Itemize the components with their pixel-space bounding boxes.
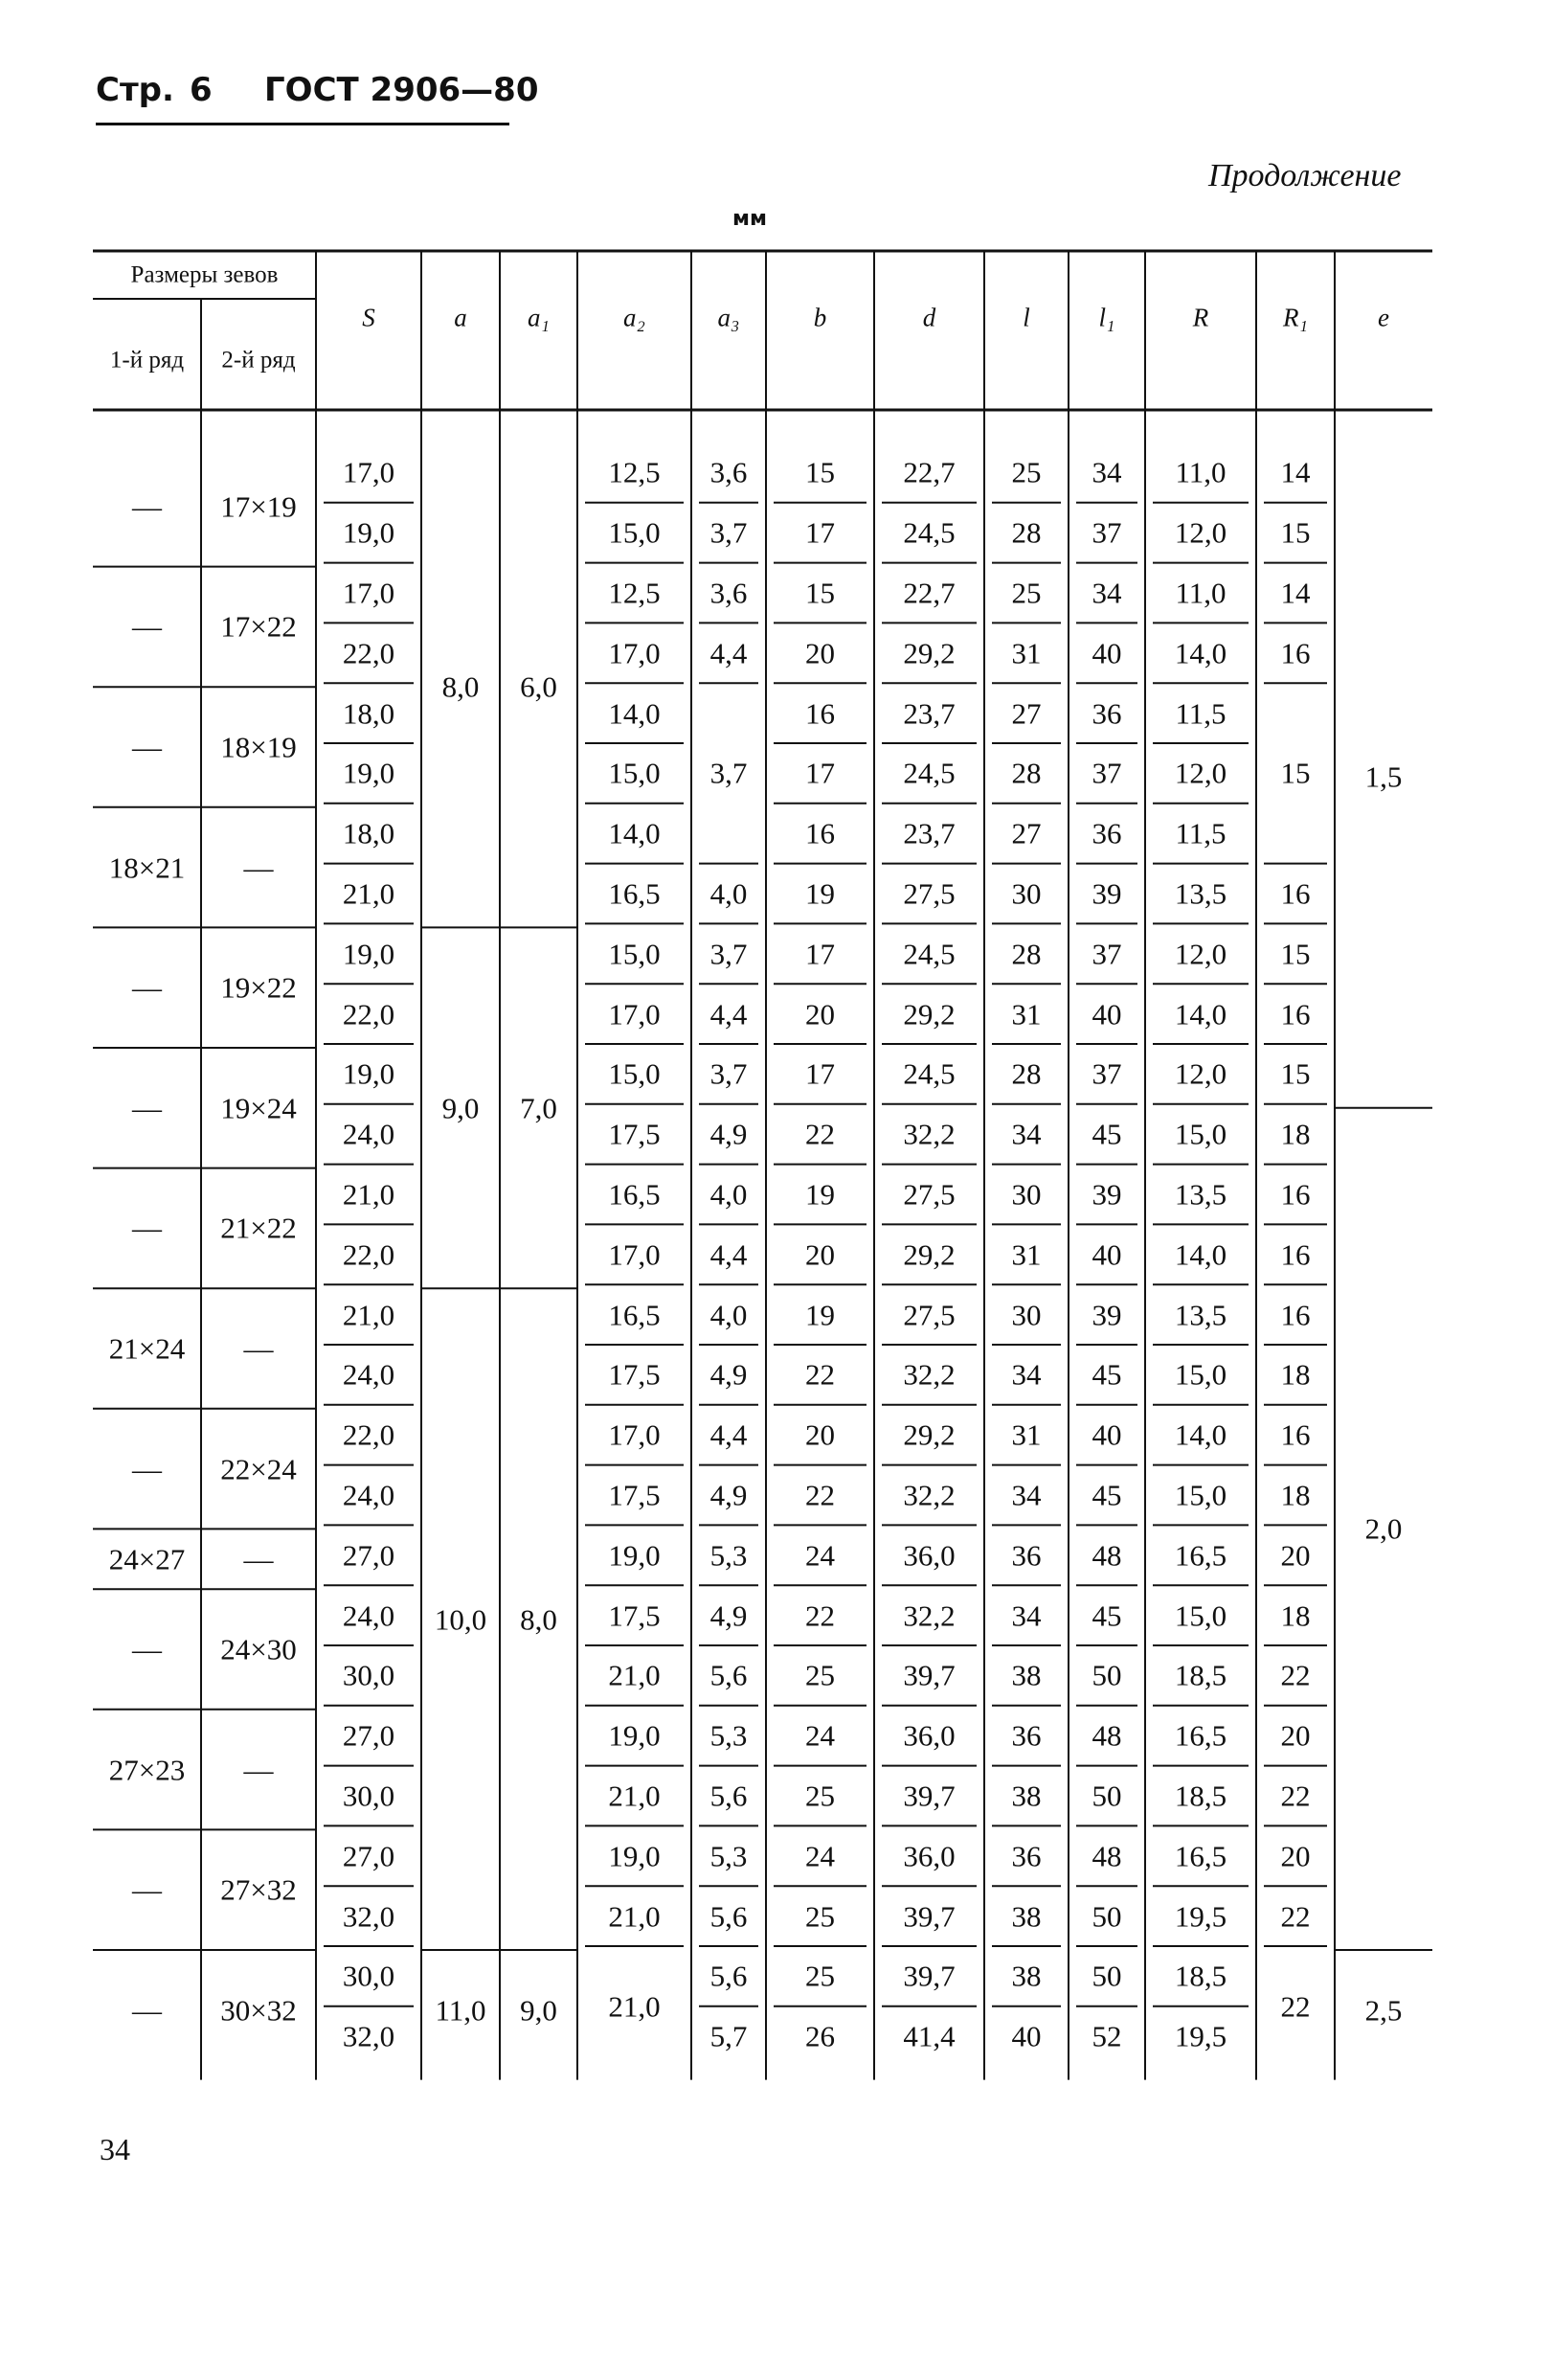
R-cell: 15,0 (1174, 1478, 1227, 1512)
page-number-top: 6 (190, 71, 213, 109)
a1-cell: 8,0 (520, 1602, 557, 1637)
l-cell: 38 (1011, 1959, 1042, 1993)
l1-cell: 36 (1092, 696, 1122, 731)
b-cell: 20 (805, 636, 835, 670)
l1-cell: 40 (1092, 1417, 1122, 1452)
l-cell: 31 (1011, 1417, 1042, 1452)
row1-cell: — (132, 609, 162, 644)
continuation-label: Продолжение (1208, 158, 1402, 193)
header-l: l (1023, 303, 1030, 332)
R1-cell: 14 (1280, 455, 1311, 489)
S-cell: 17,0 (342, 576, 395, 610)
row2-cell: — (243, 1331, 274, 1366)
row2-cell: 30×32 (220, 1993, 297, 2028)
R-cell: 13,5 (1174, 876, 1227, 911)
row1-cell: — (132, 730, 162, 764)
a3-cell: 5,6 (709, 1959, 748, 1993)
R-cell: 18,5 (1174, 1779, 1227, 1813)
l1-cell: 37 (1092, 937, 1122, 971)
a2-cell: 16,5 (608, 1298, 661, 1332)
R-cell: 19,5 (1174, 1899, 1227, 1934)
header-row1: 1-й ряд (109, 347, 185, 374)
S-cell: 32,0 (342, 2019, 395, 2053)
header-b: b (813, 303, 827, 332)
R1-cell: 18 (1280, 1598, 1311, 1633)
R1-cell: 22 (1280, 1779, 1311, 1813)
R1-cell: 15 (1280, 756, 1311, 790)
S-cell: 30,0 (342, 1779, 395, 1813)
l1-cell: 37 (1092, 1056, 1122, 1091)
S-cell: 19,0 (342, 756, 395, 790)
d-cell: 36,0 (903, 1839, 956, 1873)
S-cell: 21,0 (342, 1298, 395, 1332)
row2-cell: 17×19 (220, 489, 297, 524)
a2-cell: 17,0 (608, 1417, 661, 1452)
a2-cell: 14,0 (608, 816, 661, 850)
header-row2: 2-й ряд (221, 347, 296, 374)
R-cell: 16,5 (1174, 1718, 1227, 1753)
a2-cell: 17,0 (608, 1237, 661, 1272)
S-cell: 24,0 (342, 1357, 395, 1392)
b-cell: 25 (805, 1658, 835, 1692)
b-cell: 16 (805, 696, 835, 731)
l1-cell: 50 (1092, 1959, 1122, 1993)
a3-cell: 4,9 (709, 1598, 748, 1633)
S-cell: 22,0 (342, 1237, 395, 1272)
b-cell: 25 (805, 1959, 835, 1993)
a-cell: 8,0 (441, 669, 480, 704)
l1-cell: 34 (1092, 455, 1122, 489)
S-cell: 30,0 (342, 1959, 395, 1993)
l-cell: 27 (1011, 696, 1042, 731)
units-label: мм (732, 207, 767, 231)
b-cell: 22 (805, 1117, 835, 1151)
a2-cell: 21,0 (608, 1899, 661, 1934)
d-cell: 36,0 (903, 1718, 956, 1753)
S-cell: 21,0 (342, 1177, 395, 1212)
d-cell: 39,7 (903, 1658, 956, 1692)
d-cell: 32,2 (903, 1357, 956, 1392)
l-cell: 28 (1011, 937, 1042, 971)
a2-cell: 17,0 (608, 997, 661, 1031)
S-cell: 19,0 (342, 515, 395, 550)
d-cell: 39,7 (903, 1899, 956, 1934)
a3-cell: 3,7 (709, 937, 748, 971)
a2-cell: 19,0 (608, 1538, 661, 1573)
page-label: Стр. (96, 71, 174, 109)
R1-cell: 22 (1280, 1658, 1311, 1692)
header-a: a (454, 303, 467, 332)
R1-cell: 20 (1280, 1538, 1311, 1573)
b-cell: 19 (805, 1298, 835, 1332)
row1-cell: — (132, 970, 162, 1005)
d-cell: 36,0 (903, 1538, 956, 1573)
d-cell: 29,2 (903, 1237, 956, 1272)
l1-cell: 45 (1092, 1357, 1122, 1392)
a3-cell: 4,0 (709, 876, 748, 911)
b-cell: 17 (805, 1056, 835, 1091)
l-cell: 31 (1011, 636, 1042, 670)
R-cell: 16,5 (1174, 1538, 1227, 1573)
R1-cell: 18 (1280, 1117, 1311, 1151)
row2-cell: — (243, 850, 274, 885)
d-cell: 27,5 (903, 1177, 956, 1212)
l-cell: 36 (1011, 1538, 1042, 1573)
l-cell: 36 (1011, 1839, 1042, 1873)
b-cell: 24 (805, 1538, 835, 1573)
l-cell: 27 (1011, 816, 1042, 850)
R1-cell: 14 (1280, 576, 1311, 610)
R-cell: 15,0 (1174, 1357, 1227, 1392)
a2-cell: 12,5 (608, 455, 661, 489)
header-d: d (922, 303, 936, 332)
l1-cell: 50 (1092, 1658, 1122, 1692)
row1-cell: 18×21 (108, 850, 186, 885)
a3-cell: 3,6 (709, 455, 748, 489)
S-cell: 19,0 (342, 937, 395, 971)
b-cell: 24 (805, 1839, 835, 1873)
l1-cell: 52 (1092, 2019, 1122, 2053)
a3-cell: 4,4 (709, 1417, 748, 1452)
d-cell: 24,5 (903, 1056, 956, 1091)
S-cell: 18,0 (342, 696, 395, 731)
S-cell: 22,0 (342, 1417, 395, 1452)
a3-cell: 4,4 (709, 997, 748, 1031)
R1-cell: 16 (1280, 876, 1311, 911)
l1-cell: 48 (1092, 1718, 1122, 1753)
l1-cell: 39 (1092, 1298, 1122, 1332)
row1-cell: — (132, 1091, 162, 1125)
l1-cell: 45 (1092, 1117, 1122, 1151)
l-cell: 36 (1011, 1718, 1042, 1753)
R1-cell: 15 (1280, 515, 1311, 550)
a2-cell: 21,0 (608, 1779, 661, 1813)
R-cell: 15,0 (1174, 1598, 1227, 1633)
S-cell: 24,0 (342, 1117, 395, 1151)
row2-cell: 19×24 (220, 1091, 297, 1125)
d-cell: 23,7 (903, 816, 956, 850)
S-cell: 24,0 (342, 1598, 395, 1633)
l-cell: 25 (1011, 576, 1042, 610)
R-cell: 12,0 (1174, 937, 1227, 971)
R-cell: 19,5 (1174, 2019, 1227, 2053)
R1-cell: 16 (1280, 1417, 1311, 1452)
a2-cell: 17,5 (608, 1598, 661, 1633)
R-cell: 14,0 (1174, 997, 1227, 1031)
b-cell: 26 (805, 2019, 835, 2053)
R1-cell: 20 (1280, 1718, 1311, 1753)
l-cell: 28 (1011, 756, 1042, 790)
a2-cell: 21,0 (608, 1658, 661, 1692)
e-cell: 2,5 (1364, 1993, 1403, 2028)
l-cell: 28 (1011, 1056, 1042, 1091)
row1-cell: — (132, 489, 162, 524)
l1-cell: 36 (1092, 816, 1122, 850)
page-number: 34 (100, 2132, 130, 2166)
header-S: S (362, 303, 375, 332)
a3-cell: 3,6 (709, 576, 748, 610)
R1-cell: 22 (1280, 1899, 1311, 1934)
R1-cell: 20 (1280, 1839, 1311, 1873)
row1-cell: — (132, 1872, 162, 1907)
S-cell: 27,0 (342, 1538, 395, 1573)
S-cell: 17,0 (342, 455, 395, 489)
R-cell: 15,0 (1174, 1117, 1227, 1151)
a2-cell: 16,5 (608, 876, 661, 911)
e-cell: 1,5 (1364, 759, 1403, 794)
b-cell: 22 (805, 1478, 835, 1512)
a2-cell: 19,0 (608, 1718, 661, 1753)
d-cell: 29,2 (903, 1417, 956, 1452)
l-cell: 30 (1011, 1177, 1042, 1212)
b-cell: 17 (805, 756, 835, 790)
a-cell: 9,0 (441, 1091, 480, 1125)
a3-cell: 5,6 (709, 1899, 748, 1934)
R-cell: 14,0 (1174, 1417, 1227, 1452)
b-cell: 16 (805, 816, 835, 850)
a2-cell: 15,0 (608, 937, 661, 971)
l-cell: 34 (1011, 1478, 1042, 1512)
a3-cell: 4,0 (709, 1298, 748, 1332)
R1-cell: 16 (1280, 997, 1311, 1031)
row1-cell: 21×24 (108, 1331, 186, 1366)
R-cell: 11,0 (1175, 455, 1227, 489)
d-cell: 27,5 (903, 1298, 956, 1332)
a2-cell: 15,0 (608, 515, 661, 550)
R1-cell: 16 (1280, 1177, 1311, 1212)
S-cell: 22,0 (342, 997, 395, 1031)
a-cell: 10,0 (434, 1602, 487, 1637)
S-cell: 27,0 (342, 1718, 395, 1753)
a3-cell: 5,3 (709, 1538, 748, 1573)
row2-cell: 19×22 (220, 970, 297, 1005)
a2-cell: 19,0 (608, 1839, 661, 1873)
R-cell: 14,0 (1174, 636, 1227, 670)
header-group: Размеры зевов (130, 261, 279, 288)
l1-cell: 45 (1092, 1478, 1122, 1512)
b-cell: 22 (805, 1598, 835, 1633)
b-cell: 20 (805, 1237, 835, 1272)
d-cell: 39,7 (903, 1779, 956, 1813)
l-cell: 25 (1011, 455, 1042, 489)
l-cell: 34 (1011, 1598, 1042, 1633)
row2-cell: 17×22 (220, 609, 297, 644)
a3-cell: 4,9 (709, 1117, 748, 1151)
a1-cell: 9,0 (520, 1993, 557, 2028)
row2-cell: 27×32 (220, 1872, 297, 1907)
a3-cell: 4,4 (709, 636, 748, 670)
S-cell: 18,0 (342, 816, 395, 850)
l1-cell: 50 (1092, 1779, 1122, 1813)
header-a2: a₂ (623, 303, 645, 332)
header-a1: a₁ (528, 303, 550, 332)
R-cell: 11,5 (1175, 696, 1227, 731)
b-cell: 17 (805, 515, 835, 550)
l-cell: 30 (1011, 876, 1042, 911)
header-R1: R₁ (1283, 303, 1308, 332)
a2-cell: 17,5 (608, 1357, 661, 1392)
S-cell: 22,0 (342, 636, 395, 670)
d-cell: 32,2 (903, 1117, 956, 1151)
R1-cell: 15 (1280, 937, 1311, 971)
R-cell: 12,0 (1174, 756, 1227, 790)
R-cell: 18,5 (1174, 1658, 1227, 1692)
R-cell: 11,0 (1175, 576, 1227, 610)
d-cell: 24,5 (903, 515, 956, 550)
R-cell: 13,5 (1174, 1298, 1227, 1332)
R-cell: 12,0 (1174, 1056, 1227, 1091)
R-cell: 16,5 (1174, 1839, 1227, 1873)
b-cell: 20 (805, 1417, 835, 1452)
b-cell: 15 (805, 455, 835, 489)
l1-cell: 39 (1092, 876, 1122, 911)
a2-cell: 21,0 (608, 1989, 661, 2024)
l-cell: 38 (1011, 1779, 1042, 1813)
l1-cell: 40 (1092, 997, 1122, 1031)
e-cell: 2,0 (1364, 1511, 1403, 1546)
d-cell: 29,2 (903, 997, 956, 1031)
S-cell: 32,0 (342, 1899, 395, 1934)
l1-cell: 45 (1092, 1598, 1122, 1633)
a1-cell: 6,0 (520, 669, 557, 704)
l1-cell: 39 (1092, 1177, 1122, 1212)
a2-cell: 15,0 (608, 756, 661, 790)
l1-cell: 37 (1092, 756, 1122, 790)
R-cell: 14,0 (1174, 1237, 1227, 1272)
R-cell: 12,0 (1174, 515, 1227, 550)
b-cell: 24 (805, 1718, 835, 1753)
b-cell: 25 (805, 1779, 835, 1813)
row2-cell: 24×30 (220, 1632, 297, 1666)
l1-cell: 37 (1092, 515, 1122, 550)
R-cell: 11,5 (1175, 816, 1227, 850)
l1-cell: 48 (1092, 1839, 1122, 1873)
a1-cell: 7,0 (520, 1091, 557, 1125)
a3-cell: 5,3 (709, 1839, 748, 1873)
S-cell: 24,0 (342, 1478, 395, 1512)
d-cell: 39,7 (903, 1959, 956, 1993)
R1-cell: 16 (1280, 636, 1311, 670)
S-cell: 19,0 (342, 1056, 395, 1091)
l-cell: 30 (1011, 1298, 1042, 1332)
row1-cell: — (132, 1632, 162, 1666)
R-cell: 13,5 (1174, 1177, 1227, 1212)
a3-cell: 3,7 (709, 1056, 748, 1091)
row1-cell: — (132, 1993, 162, 2028)
l-cell: 34 (1011, 1117, 1042, 1151)
R1-cell: 15 (1280, 1056, 1311, 1091)
header-a3: a₃ (717, 303, 740, 332)
row2-cell: 18×19 (220, 730, 297, 764)
row1-cell: — (132, 1211, 162, 1245)
d-cell: 23,7 (903, 696, 956, 731)
a3-cell: 5,6 (709, 1658, 748, 1692)
a-cell: 11,0 (435, 1993, 486, 2028)
l-cell: 38 (1011, 1658, 1042, 1692)
d-cell: 24,5 (903, 756, 956, 790)
b-cell: 20 (805, 997, 835, 1031)
a3-cell: 3,7 (709, 756, 748, 790)
l1-cell: 34 (1092, 576, 1122, 610)
l-cell: 38 (1011, 1899, 1042, 1934)
d-cell: 29,2 (903, 636, 956, 670)
l-cell: 31 (1011, 997, 1042, 1031)
d-cell: 24,5 (903, 937, 956, 971)
b-cell: 19 (805, 876, 835, 911)
row2-cell: — (243, 1753, 274, 1787)
a3-cell: 5,6 (709, 1779, 748, 1813)
R-cell: 18,5 (1174, 1959, 1227, 1993)
l1-cell: 40 (1092, 636, 1122, 670)
a2-cell: 17,5 (608, 1478, 661, 1512)
S-cell: 30,0 (342, 1658, 395, 1692)
l1-cell: 50 (1092, 1899, 1122, 1934)
row2-cell: 22×24 (220, 1452, 297, 1486)
l-cell: 34 (1011, 1357, 1042, 1392)
d-cell: 32,2 (903, 1478, 956, 1512)
l1-cell: 40 (1092, 1237, 1122, 1272)
row1-cell: 24×27 (108, 1542, 186, 1576)
R1-cell: 16 (1280, 1237, 1311, 1272)
standard-code: ГОСТ 2906—80 (264, 71, 539, 109)
d-cell: 22,7 (903, 576, 956, 610)
b-cell: 19 (805, 1177, 835, 1212)
row2-cell: — (243, 1542, 274, 1576)
a2-cell: 17,5 (608, 1117, 661, 1151)
row1-cell: — (132, 1452, 162, 1486)
d-cell: 22,7 (903, 455, 956, 489)
d-cell: 41,4 (903, 2019, 956, 2053)
a3-cell: 4,4 (709, 1237, 748, 1272)
d-cell: 32,2 (903, 1598, 956, 1633)
b-cell: 15 (805, 576, 835, 610)
a3-cell: 5,3 (709, 1718, 748, 1753)
a3-cell: 5,7 (709, 2019, 748, 2053)
b-cell: 22 (805, 1357, 835, 1392)
a2-cell: 12,5 (608, 576, 661, 610)
R1-cell: 16 (1280, 1298, 1311, 1332)
l-cell: 31 (1011, 1237, 1042, 1272)
d-cell: 27,5 (903, 876, 956, 911)
l-cell: 40 (1011, 2019, 1042, 2053)
a2-cell: 15,0 (608, 1056, 661, 1091)
header-l1: l₁ (1098, 303, 1115, 332)
row1-cell: 27×23 (108, 1753, 186, 1787)
a3-cell: 4,9 (709, 1357, 748, 1392)
row2-cell: 21×22 (220, 1211, 297, 1245)
l1-cell: 48 (1092, 1538, 1122, 1573)
S-cell: 21,0 (342, 876, 395, 911)
header-R: R (1192, 303, 1209, 332)
b-cell: 25 (805, 1899, 835, 1934)
b-cell: 17 (805, 937, 835, 971)
R1-cell: 22 (1280, 1989, 1311, 2024)
header-e: e (1378, 303, 1389, 332)
a3-cell: 4,9 (709, 1478, 748, 1512)
a3-cell: 4,0 (709, 1177, 748, 1212)
l-cell: 28 (1011, 515, 1042, 550)
S-cell: 27,0 (342, 1839, 395, 1873)
a2-cell: 17,0 (608, 636, 661, 670)
a2-cell: 16,5 (608, 1177, 661, 1212)
R1-cell: 18 (1280, 1357, 1311, 1392)
R1-cell: 18 (1280, 1478, 1311, 1512)
a2-cell: 14,0 (608, 696, 661, 731)
a3-cell: 3,7 (709, 515, 748, 550)
